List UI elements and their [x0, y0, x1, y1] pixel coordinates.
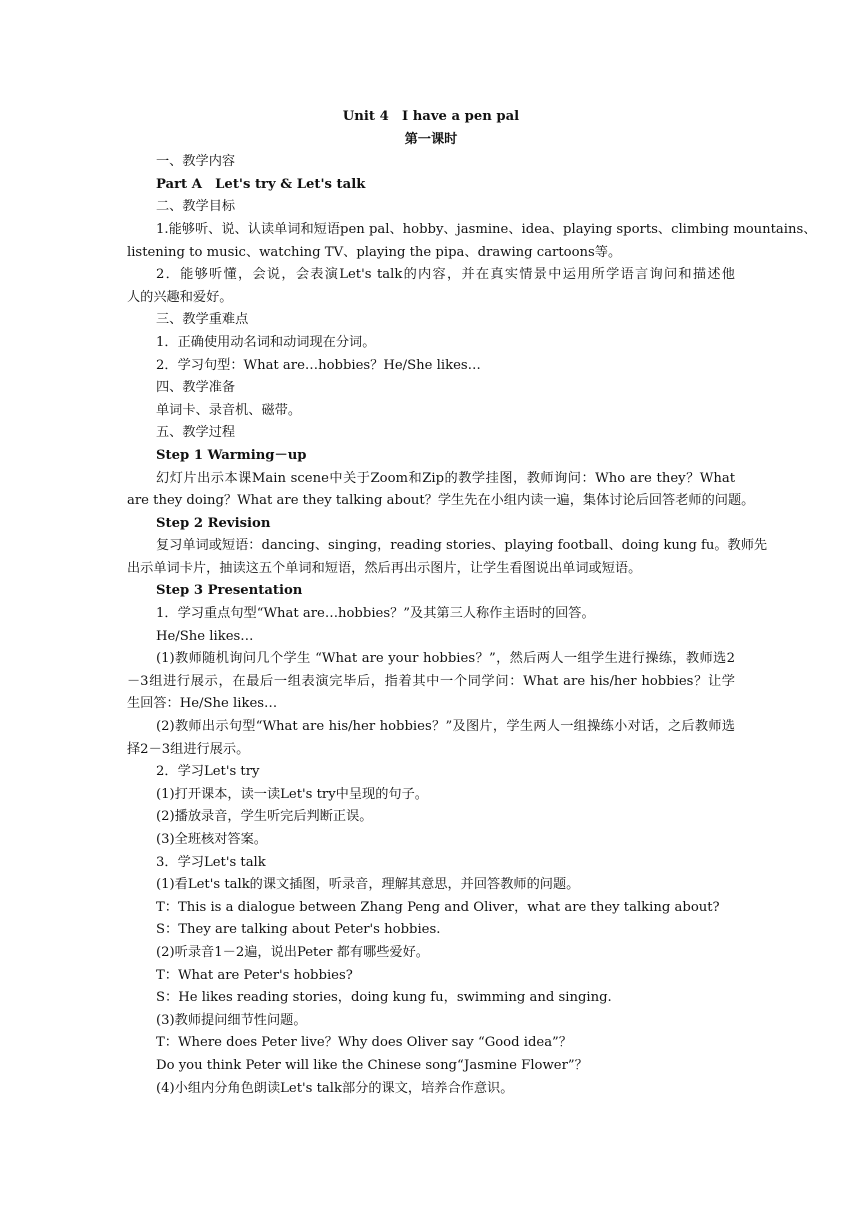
doc-line: 2．学习句型：What are…hobbies？He/She likes…: [156, 357, 481, 373]
doc-line: 幻灯片出示本课Main scene中关于Zoom和Zip的教学挂图，教师询问：Who are they？What: [156, 470, 735, 486]
doc-line: are they doing？What are they talking about？学生先在小组内读一遍，集体讨论后回答老师的问题。: [127, 493, 755, 509]
doc-line: (2)教师出示句型“What are his/her hobbies？”及图片，学生两人一组操练小对话，之后教师选: [156, 719, 735, 735]
doc-line: 出示单词卡片，抽读这五个单词和短语，然后再出示图片，让学生看图说出单词或短语。: [127, 560, 642, 576]
doc-line: He/She likes…: [156, 628, 254, 644]
doc-line: 单词卡、录音机、磁带。: [156, 402, 302, 418]
doc-line: (1)打开课本，读一读Let's try中呈现的句子。: [156, 786, 428, 802]
doc-line: S：They are talking about Peter's hobbies.: [156, 922, 441, 938]
doc-line: (2)播放录音，学生听完后判断正误。: [156, 809, 373, 825]
doc-line: 2．学习Let's try: [156, 764, 260, 780]
doc-line: T：What are Peter's hobbies?: [156, 967, 353, 983]
doc-line: Step 2 Revision: [156, 515, 271, 531]
doc-line: T：Where does Peter live？Why does Oliver say “Good idea”？: [156, 1035, 572, 1051]
document-body: [127, 106, 817, 1100]
doc-line: (3)全班核对答案。: [156, 832, 267, 847]
doc-line: 1．正确使用动名词和动词现在分词。: [156, 334, 376, 350]
doc-line: T：This is a dialogue between Zhang Peng and Oliver，what are they talking about?: [156, 899, 720, 915]
doc-line: 人的兴趣和爱好。: [127, 289, 233, 305]
doc-line: (1)看Let's talk的课文插图，听录音，理解其意思，并回答教师的问题。: [156, 877, 580, 893]
doc-line: Do you think Peter will like the Chinese song“Jasmine Flower”？: [156, 1057, 588, 1073]
doc-line: －3组进行展示，在最后一组表演完毕后，指着其中一个同学问：What are his/her hobbies？让学: [127, 673, 735, 689]
doc-line: 四、教学准备: [156, 380, 236, 396]
doc-line: (4)小组内分角色朗读Let's talk部分的课文，培养合作意识。: [156, 1080, 514, 1096]
doc-subtitle: 第一课时: [404, 131, 458, 147]
doc-line: 复习单词或短语：dancing、singing，reading stories、playing football、doing kung fu。教师先: [156, 538, 768, 554]
doc-line: 1.能够听、说、认读单词和短语pen pal、hobby、jasmine、idea、playing sports、climbing mountains、: [156, 221, 817, 237]
doc-line: (3)教师提问细节性问题。: [156, 1012, 307, 1028]
doc-line: 1．学习重点句型“What are…hobbies？”及其第三人称作主语时的回答。: [156, 606, 595, 622]
doc-line: Step 1 Warming－up: [156, 447, 307, 463]
doc-line: 2．能够听懂，会说，会表演Let's talk的内容，并在真实情景中运用所学语言询问和描述他: [156, 267, 735, 283]
doc-line: Step 3 Presentation: [156, 583, 303, 599]
doc-line: 二、教学目标: [156, 199, 236, 215]
doc-line: 三、教学重难点: [156, 312, 249, 328]
doc-line: S：He likes reading stories，doing kung fu，swimming and singing.: [156, 990, 612, 1006]
doc-line: 五、教学过程: [156, 425, 236, 441]
doc-title: Unit 4 I have a pen pal: [342, 109, 520, 124]
doc-line: listening to music、watching TV、playing the pipa、drawing cartoons等。: [127, 244, 622, 260]
doc-line: Part A Let's try & Let's talk: [156, 176, 366, 192]
doc-line: 3．学习Let's talk: [156, 854, 266, 870]
doc-line: (2)听录音1－2遍，说出Peter 都有哪些爱好。: [156, 944, 429, 960]
doc-line: 择2－3组进行展示。: [127, 741, 250, 757]
doc-line: 生回答：He/She likes…: [127, 696, 278, 712]
doc-line: 一、教学内容: [156, 154, 236, 170]
doc-lines: [127, 151, 817, 1100]
doc-line: (1)教师随机询问几个学生 “What are your hobbies？”，然后两人一组学生进行操练，教师选2: [156, 651, 735, 667]
